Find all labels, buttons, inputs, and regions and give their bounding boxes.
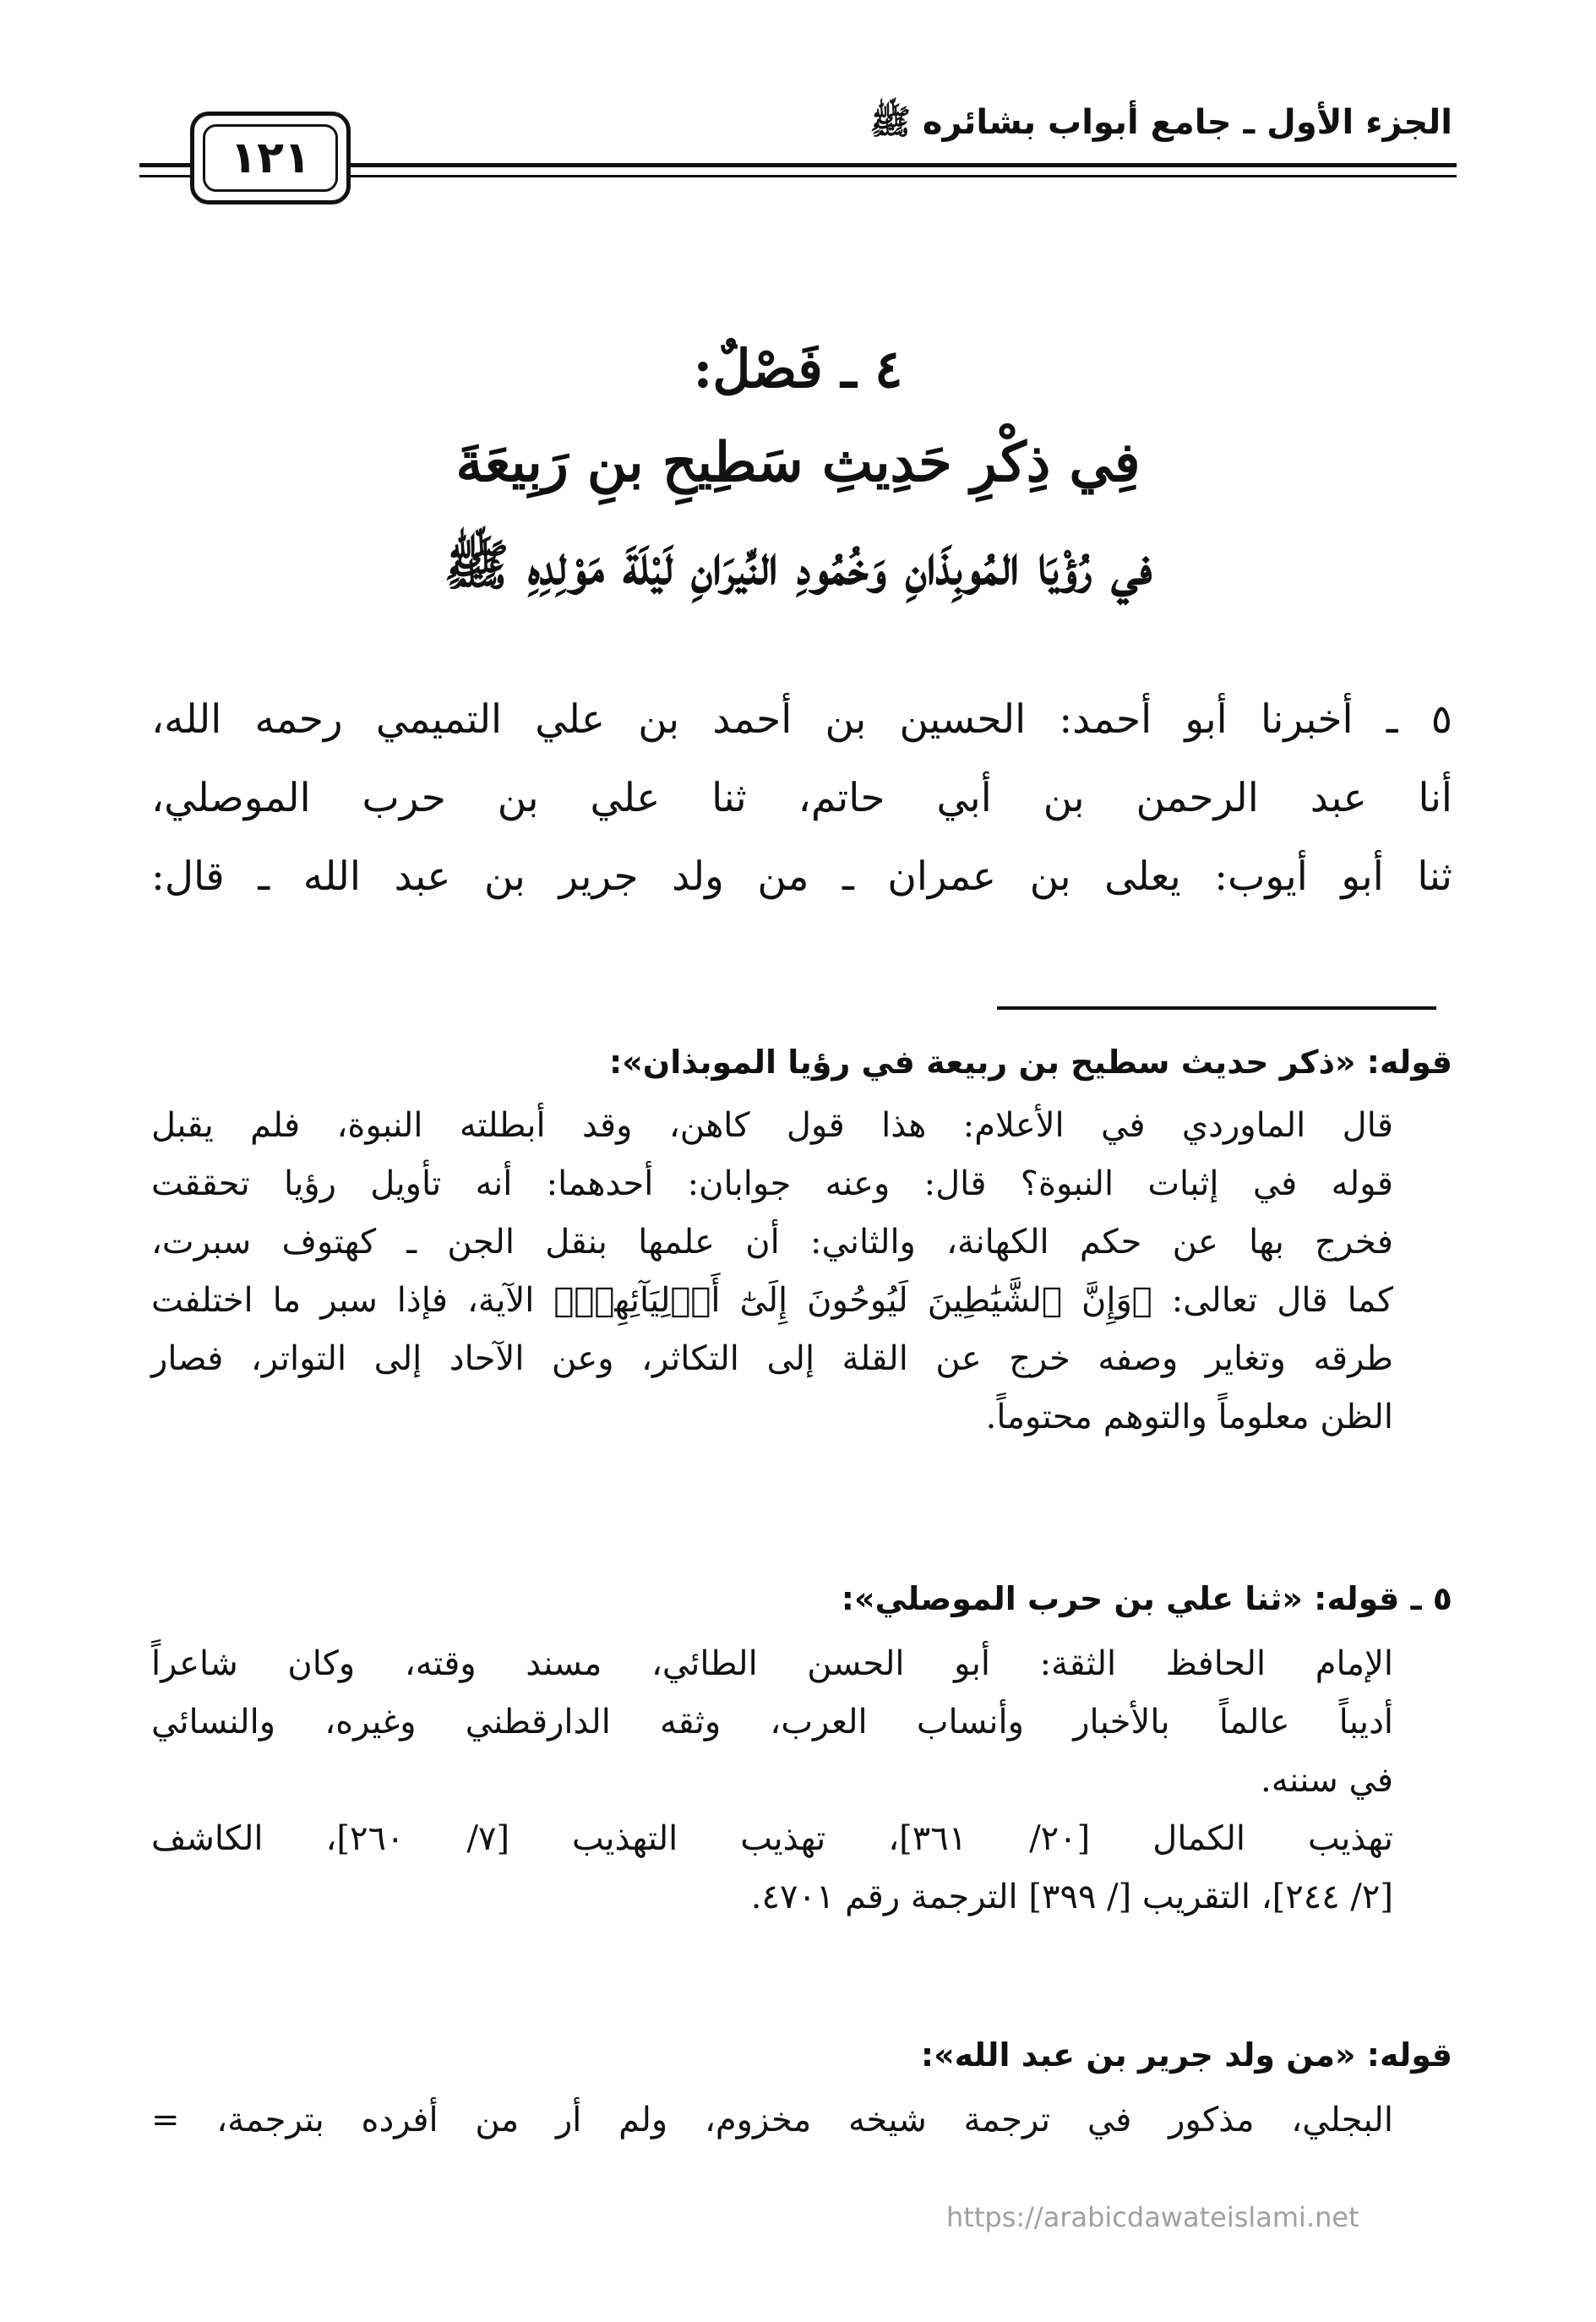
- footnote-line: قال الماوردي في الأعلام: هذا قول كاهن، وقد أبطلته النبوة، فلم يقبل: [151, 1106, 1393, 1145]
- footnote-line: الإمام الحافظ الثقة: أبو الحسن الطائي، مسند وقته، وكان شاعراً: [151, 1644, 1393, 1683]
- footnote-body: [151, 1635, 1393, 1927]
- main-text-line: ثنا أبو أيوب: يعلى بن عمران ـ من ولد جرير بن عبد الله ـ قال:: [151, 853, 1452, 900]
- main-text-line: أنا عبد الرحمن بن أبي حاتم، ثنا علي بن حرب الموصلي،: [151, 775, 1452, 821]
- footnote-line: كما قال تعالى: ﴿وَإِنَّ ٱلشَّيَٰطِينَ لَيُوحُونَ إِلَىٰٓ أَوۡلِيَآئِهِمۡ﴾ الآية، فإذا سبر ما اختلفت: [151, 1281, 1393, 1320]
- footnote-line: تهذيب الكمال [٢٠/ ٣٦١]، تهذيب التهذيب [٧/ ٢٦٠]، الكاشف: [151, 1819, 1393, 1858]
- footnote-body: [151, 2091, 1393, 2150]
- footnote-line: البجلي، مذكور في ترجمة شيخه مخزوم، ولم أر من أفرده بترجمة، =: [151, 2101, 1393, 2139]
- footnote-line: [٢/ ٢٤٤]، التقريب [/ ٣٩٩] الترجمة رقم ٤٧٠١.: [750, 1878, 1393, 1916]
- footnote-line: في سننه.: [1261, 1761, 1393, 1800]
- chapter-number: ٤ ـ فَصْلٌ:: [693, 338, 903, 400]
- footnote-line: أديباً عالماً بالأخبار وأنساب العرب، وثقه الدارقطني وغيره، والنسائي: [151, 1703, 1393, 1742]
- main-text-block: [151, 680, 1452, 916]
- footnote-heading: قوله: «من ولد جرير بن عبد الله»:: [920, 2036, 1452, 2074]
- footnote-separator: [997, 1006, 1436, 1010]
- footnote-line: طرقه وتغاير وصفه خرج عن القلة إلى التكاثر، وعن الآحاد إلى التواتر، فصار: [151, 1339, 1393, 1378]
- page-number: ١٢١: [203, 124, 338, 192]
- footnote-line: قوله في إثبات النبوة؟ قال: وعنه جوابان: أحدهما: أنه تأويل رؤيا تحققت: [151, 1164, 1393, 1203]
- footnote-line: الظن معلوماً والتوهم محتوماً.: [985, 1398, 1393, 1436]
- footnote-heading: قوله: «ذكر حديث سطيح بن ربيعة في رؤيا الموبذان»:: [609, 1044, 1452, 1081]
- footnote-body: [151, 1097, 1393, 1447]
- main-text-line: ٥ ـ أخبرنا أبو أحمد: الحسين بن أحمد بن علي التميمي رحمه الله،: [151, 696, 1452, 743]
- page-number-frame: [190, 112, 351, 204]
- watermark-url: https://arabicdawateislami.net: [946, 2201, 1359, 2233]
- chapter-title-line-2: في رُؤْيَا المُوبِذَانِ وَخُمُودِ النِّيرَانِ لَيْلَةَ مَوْلِدِهِ ﷺ: [444, 534, 1152, 597]
- running-title: الجزء الأول ـ جامع أبواب بشائره ﷺ: [869, 103, 1452, 142]
- footnote-line: فخرج بها عن حكم الكهانة، والثاني: أن علمها بنقل الجن ـ كهتوف سبرت،: [151, 1223, 1393, 1262]
- chapter-title-line-1: فِي ذِكْرِ حَدِيثِ سَطِيحِ بنِ رَبِيعَةَ: [455, 431, 1141, 494]
- footnote-heading: ٥ ـ قوله: «ثنا علي بن حرب الموصلي»:: [841, 1580, 1452, 1617]
